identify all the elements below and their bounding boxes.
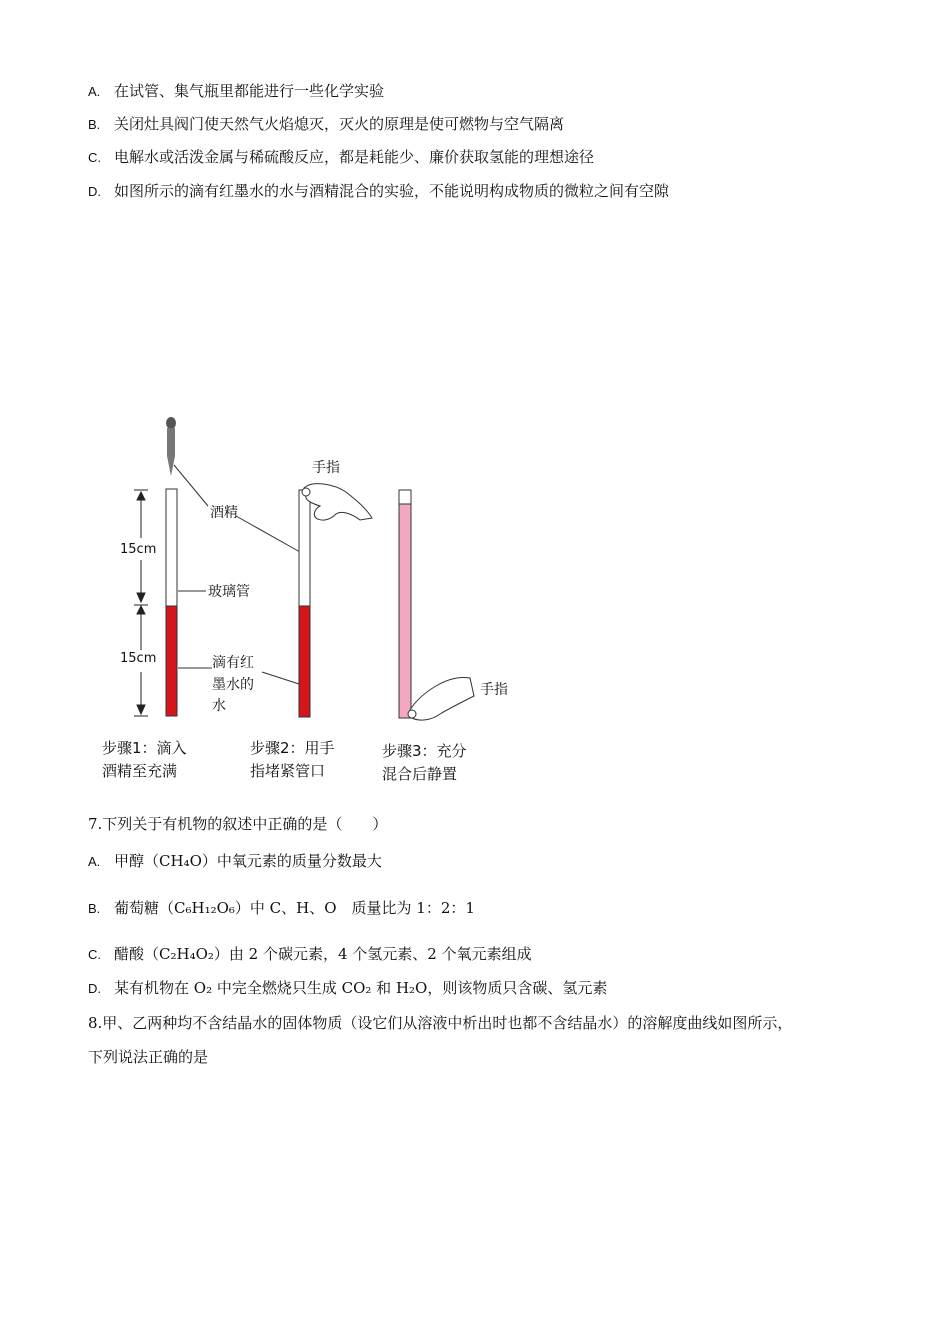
option-letter: D. [88, 184, 101, 199]
label-finger: 手指 [312, 460, 340, 476]
option-text: 某有机物在 O₂ 中完全燃烧只生成 CO₂ 和 H₂O，则该物质只含碳、氢元素 [114, 979, 608, 997]
option-text: 葡萄糖（C₆H₁₂O₆）中 C、H、O 质量比为 1：2：1 [114, 899, 475, 917]
q6-option-d [88, 181, 669, 202]
mixed-liquid-column [399, 504, 411, 718]
q7-stem: 7.下列关于有机物的叙述中正确的是（ ） [88, 815, 388, 833]
option-letter: B. [88, 117, 101, 132]
q8-stem-line1: 8.甲、乙两种均不含结晶水的固体物质（设它们从溶液中析出时也都不含结晶水）的溶解度曲线如图所示， [88, 1014, 793, 1032]
option-letter: D. [88, 981, 101, 996]
label-water: 水 [212, 698, 226, 714]
option-text: 在试管、集气瓶里都能进行一些化学实验 [114, 82, 385, 100]
q7-option-a [88, 851, 382, 872]
step2-caption: 指堵紧管口 [250, 762, 326, 780]
option-letter: C. [88, 150, 101, 165]
tube-step3 [399, 490, 411, 718]
length-marker [134, 490, 148, 716]
option-text: 如图所示的滴有红墨水的水与酒精混合的实验，不能说明构成物质的微粒之间有空隙 [114, 182, 670, 200]
step3-caption: 步骤3：充分 [382, 742, 467, 760]
option-letter: A. [88, 84, 101, 99]
option-text: 甲醇（CH₄O）中氧元素的质量分数最大 [114, 852, 382, 870]
label-water: 滴有红 [212, 655, 254, 671]
label-tube: 玻璃管 [208, 584, 250, 600]
hand-icon [408, 677, 474, 720]
step1-caption: 步骤1：滴入 [102, 739, 187, 757]
label-water: 墨水的 [212, 677, 254, 693]
q8-stem-line2: 下列说法正确的是 [88, 1048, 209, 1066]
experiment-figure [90, 410, 530, 790]
q6-option-a [88, 81, 384, 102]
step2-caption: 步骤2：用手 [250, 739, 335, 757]
hand-icon [302, 484, 372, 520]
option-letter: A. [88, 854, 101, 869]
q7-option-d [88, 978, 607, 999]
q7-option-c [88, 944, 532, 965]
option-letter: C. [88, 947, 101, 962]
option-letter: B. [88, 901, 101, 916]
length-label: 15cm [120, 542, 157, 557]
step1-caption: 酒精至充满 [102, 762, 178, 780]
label-finger: 手指 [480, 682, 508, 698]
q6-option-b [88, 114, 564, 135]
tube-step2 [299, 490, 310, 717]
option-text: 醋酸（C₂H₄O₂）由 2 个碳元素，4 个氢元素、2 个氧元素组成 [114, 945, 532, 963]
step3-caption: 混合后静置 [382, 765, 458, 783]
dropper-icon [166, 417, 176, 476]
q7-option-b [88, 898, 475, 919]
leader-lines [174, 465, 300, 684]
tube-step1 [166, 489, 177, 716]
label-alcohol: 酒精 [210, 505, 238, 521]
length-label: 15cm [120, 651, 157, 666]
option-text: 关闭灶具阀门使天然气火焰熄灭，灭火的原理是使可燃物与空气隔离 [114, 115, 565, 133]
option-text: 电解水或活泼金属与稀硫酸反应，都是耗能少、廉价获取氢能的理想途径 [114, 148, 595, 166]
q6-option-c [88, 147, 594, 168]
red-water-column [166, 606, 177, 716]
